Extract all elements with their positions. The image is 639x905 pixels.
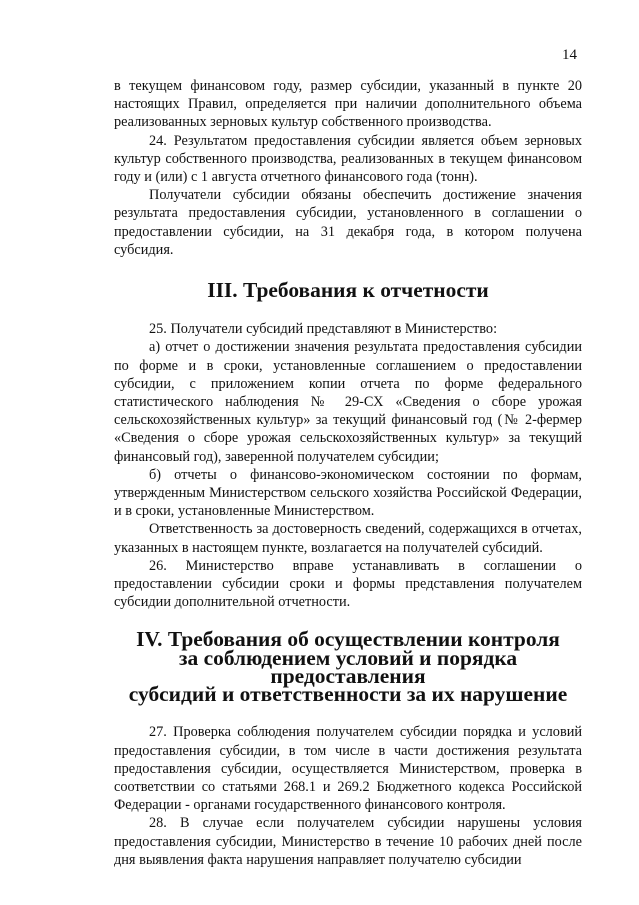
- paragraph-item-24: 24. Результатом предоставления субсидии является объем зерновых культур собственного производства, реализованных в текущем финансовом году и (или) с 1 августа отчетного финансового года (тонн).: [114, 132, 582, 186]
- paragraph-subitem-a: а) отчет о достижении значения результата предоставления субсидии по форме и в сроки, установленные соглашением о предоставлении субсидии, с приложением копии отчета по форме федерального статистического наблюдения № 29-СХ «Сведения о сборе урожая сельскохозяйственных культур» за текущий финансовый год (№ 2-фермер «Сведения о сборе урожая сельскохозяйственных культур» за текущий финансовый год), заверенной получателем субсидии;: [114, 339, 582, 465]
- paragraph-subitem-b: б) отчеты о финансово-экономическом состоянии по формам, утвержденным Министерством сельского хозяйства Российской Федерации, и в сроки, установленные Министерством.: [114, 466, 582, 520]
- paragraph-item-25: 25. Получатели субсидий представляют в Министерство:: [149, 321, 498, 338]
- heading-line: IV. Требования об осуществлении контроля: [136, 627, 560, 652]
- paragraph-item-26: 26. Министерство вправе устанавливать в соглашении о предоставлении субсидии сроки и формы представления получателем субсидии дополнительной отчетности.: [114, 557, 582, 611]
- page-number: 14: [562, 47, 577, 63]
- paragraph: Получатели субсидии обязаны обеспечить достижение значения результата предоставления субсидии, установленного в соглашении о предоставлении субсидии, на 31 декабря года, в котором получена субсидия.: [114, 187, 582, 258]
- paragraph: Ответственность за достоверность сведений, содержащихся в отчетах, указанных в настоящем пункте, возлагается на получателей субсидий.: [114, 521, 582, 556]
- paragraph: в текущем финансовом году, размер субсидии, указанный в пункте 20 настоящих Правил, определяется при наличии дополнительного объема реализованных зерновых культур собственного производства.: [114, 78, 582, 131]
- section-heading-reporting: III. Требования к отчетности: [207, 278, 489, 303]
- heading-line: за соблюдением условий и порядка предоставления: [178, 645, 518, 688]
- heading-line: субсидий и ответственности за их нарушение: [128, 682, 568, 707]
- paragraph-item-27: 27. Проверка соблюдения получателем субсидии порядка и условий предоставления субсидии, в том числе в части достижения результата предоставления субсидии, осуществляется Министерством, проверка в соответствии со статьями 268.1 и 269.2 Бюджетного кодекса Российской Федерации - органами государственного финансового контроля.: [114, 724, 582, 814]
- paragraph-item-28: 28. В случае если получателем субсидии нарушены условия предоставления субсидии, Министерство в течение 10 рабочих дней после дня выявления факта нарушения направляет получателю субсидии: [114, 815, 582, 868]
- document-body: [114, 77, 582, 869]
- section-heading-control: [114, 627, 582, 707]
